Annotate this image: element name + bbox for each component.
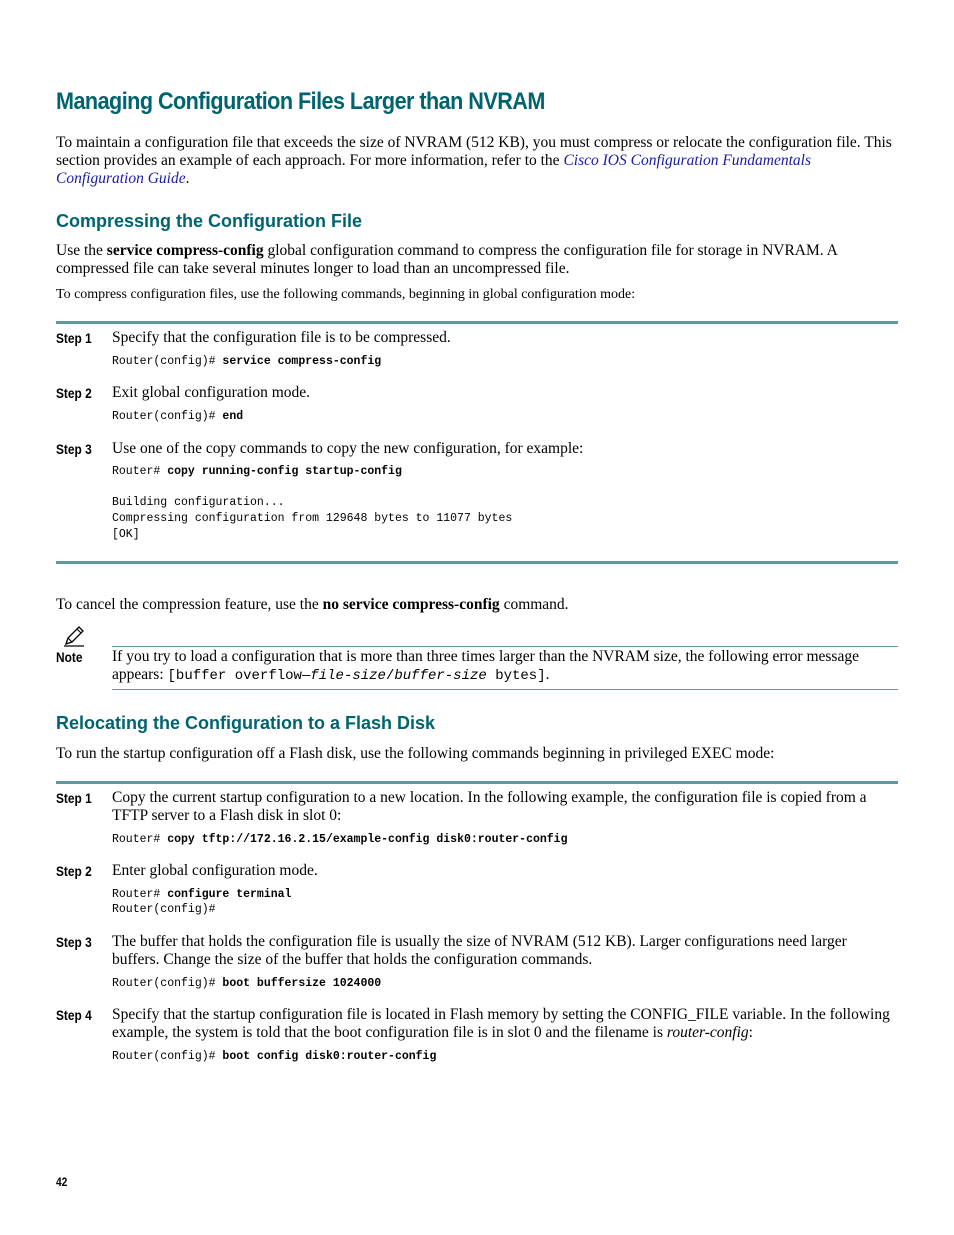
step-text-filename: router-config <box>666 1024 749 1041</box>
cancel-text-rest: command. <box>499 596 569 613</box>
code-line <box>112 887 291 903</box>
intro-paragraph <box>56 134 898 188</box>
code-command: end <box>222 410 244 423</box>
step-label: Step 1 <box>56 330 92 346</box>
compress-text: Use the <box>56 242 107 259</box>
pencil-icon <box>62 624 86 648</box>
code-line: Router(config)# <box>112 903 216 916</box>
code-command: boot config disk0:router-config <box>222 1050 437 1063</box>
code-prompt: Router(config)# <box>112 355 223 368</box>
page-number: 42 <box>56 1175 68 1189</box>
intro-text: To maintain a configuration file that exceeds the size of NVRAM (512 KB), you must compress or relocate the configuration file. This section provides an example of each approach. For more information, refer to the <box>56 134 892 169</box>
code-prompt: Router# <box>112 888 168 901</box>
compress-lead: To compress configuration files, use the following commands, beginning in global configuration mode: <box>56 287 636 302</box>
note-label: Note <box>56 649 83 665</box>
code-line <box>112 976 381 992</box>
table-rule-top <box>56 321 898 324</box>
step-label: Step 2 <box>56 385 92 401</box>
step-text: Specify that the configuration file is to be compressed. <box>112 329 451 346</box>
code-prompt: Router(config)# <box>112 977 223 990</box>
note-text <box>112 648 898 685</box>
step-text-colon: : <box>748 1024 753 1041</box>
step-label: Step 3 <box>56 441 92 457</box>
step-label: Step 4 <box>56 1007 92 1023</box>
page-title: Managing Configuration Files Larger than NVRAM <box>56 88 545 115</box>
step-text-body: Specify that the startup configuration file is located in Flash memory by setting the CONFIG_FILE variable. In the following example, the system is told that the boot configuration file is in slot 0 and the filename is <box>112 1006 890 1041</box>
code-line <box>112 354 381 370</box>
note-rule-top <box>112 646 898 647</box>
relocate-lead: To run the startup configuration off a Flash disk, use the following commands beginning in privileged EXEC mode: <box>56 745 775 762</box>
step-text <box>112 1006 898 1042</box>
code-output-line: [OK] <box>112 528 140 541</box>
code-prompt: Router(config)# <box>112 410 223 423</box>
step-text: Exit global configuration mode. <box>112 384 311 401</box>
compress-text-rest: global configuration command to compress the configuration file for storage in NVRAM. A compressed file can take several minutes longer to load than an uncompressed file. <box>56 242 838 277</box>
code-prompt: Router# <box>112 833 168 846</box>
cancel-command: no service compress-config <box>322 596 500 613</box>
code-line <box>112 1049 436 1065</box>
step-text: Copy the current startup configuration to a new location. In the following example, the configuration file is copied from a TFTP server to a Flash disk in slot 0: <box>112 789 867 824</box>
table-rule-top <box>56 781 898 784</box>
cancel-paragraph <box>56 596 898 614</box>
cancel-text: To cancel the compression feature, use the <box>56 596 323 613</box>
table-rule-bottom <box>56 561 898 564</box>
code-line <box>112 409 243 425</box>
note-code-post: bytes] <box>486 668 546 684</box>
code-command: service compress-config <box>222 355 382 368</box>
note-code-pre: [buffer overflow— <box>167 668 311 684</box>
section-heading-compress: Compressing the Configuration File <box>56 211 363 231</box>
step-text: The buffer that holds the configuration file is usually the size of NVRAM (512 KB). Larger configurations need larger buffers. Change the size of the buffer that holds the configuration commands. <box>112 933 847 968</box>
note-error-code <box>168 668 546 684</box>
note-body: If you try to load a configuration that is more than three times larger than the NVRAM size, the following error message appears: <box>112 648 859 683</box>
note-rule-bottom <box>112 689 898 690</box>
code-line <box>112 464 402 480</box>
note-code-var: buffer-size <box>394 668 487 684</box>
code-command: copy tftp://172.16.2.15/example-config disk0:router-config <box>167 833 568 846</box>
compress-paragraph <box>56 242 898 278</box>
note-code-var: file-size <box>310 668 386 684</box>
code-command: boot buffersize 1024000 <box>222 977 382 990</box>
compress-command: service compress-config <box>106 242 264 259</box>
code-command: configure terminal <box>167 888 292 901</box>
note-code-sep: / <box>385 668 395 684</box>
step-label: Step 2 <box>56 863 92 879</box>
code-output-line: Building configuration... <box>112 496 285 509</box>
code-command: copy running-config startup-config <box>167 465 402 478</box>
code-output-line: Compressing configuration from 129648 bytes to 11077 bytes <box>112 512 513 525</box>
code-prompt: Router# <box>112 465 168 478</box>
section-heading-relocate: Relocating the Configuration to a Flash Disk <box>56 713 436 733</box>
step-text: Use one of the copy commands to copy the new configuration, for example: <box>112 440 584 457</box>
step-label: Step 1 <box>56 790 92 806</box>
code-line <box>112 832 567 848</box>
guide-link[interactable]: Cisco IOS Configuration Fundamentals Configuration Guide <box>56 152 812 187</box>
note-period: . <box>545 666 550 683</box>
step-text: Enter global configuration mode. <box>112 862 318 879</box>
code-prompt: Router(config)# <box>112 1050 223 1063</box>
intro-period: . <box>185 170 190 187</box>
step-label: Step 3 <box>56 934 92 950</box>
